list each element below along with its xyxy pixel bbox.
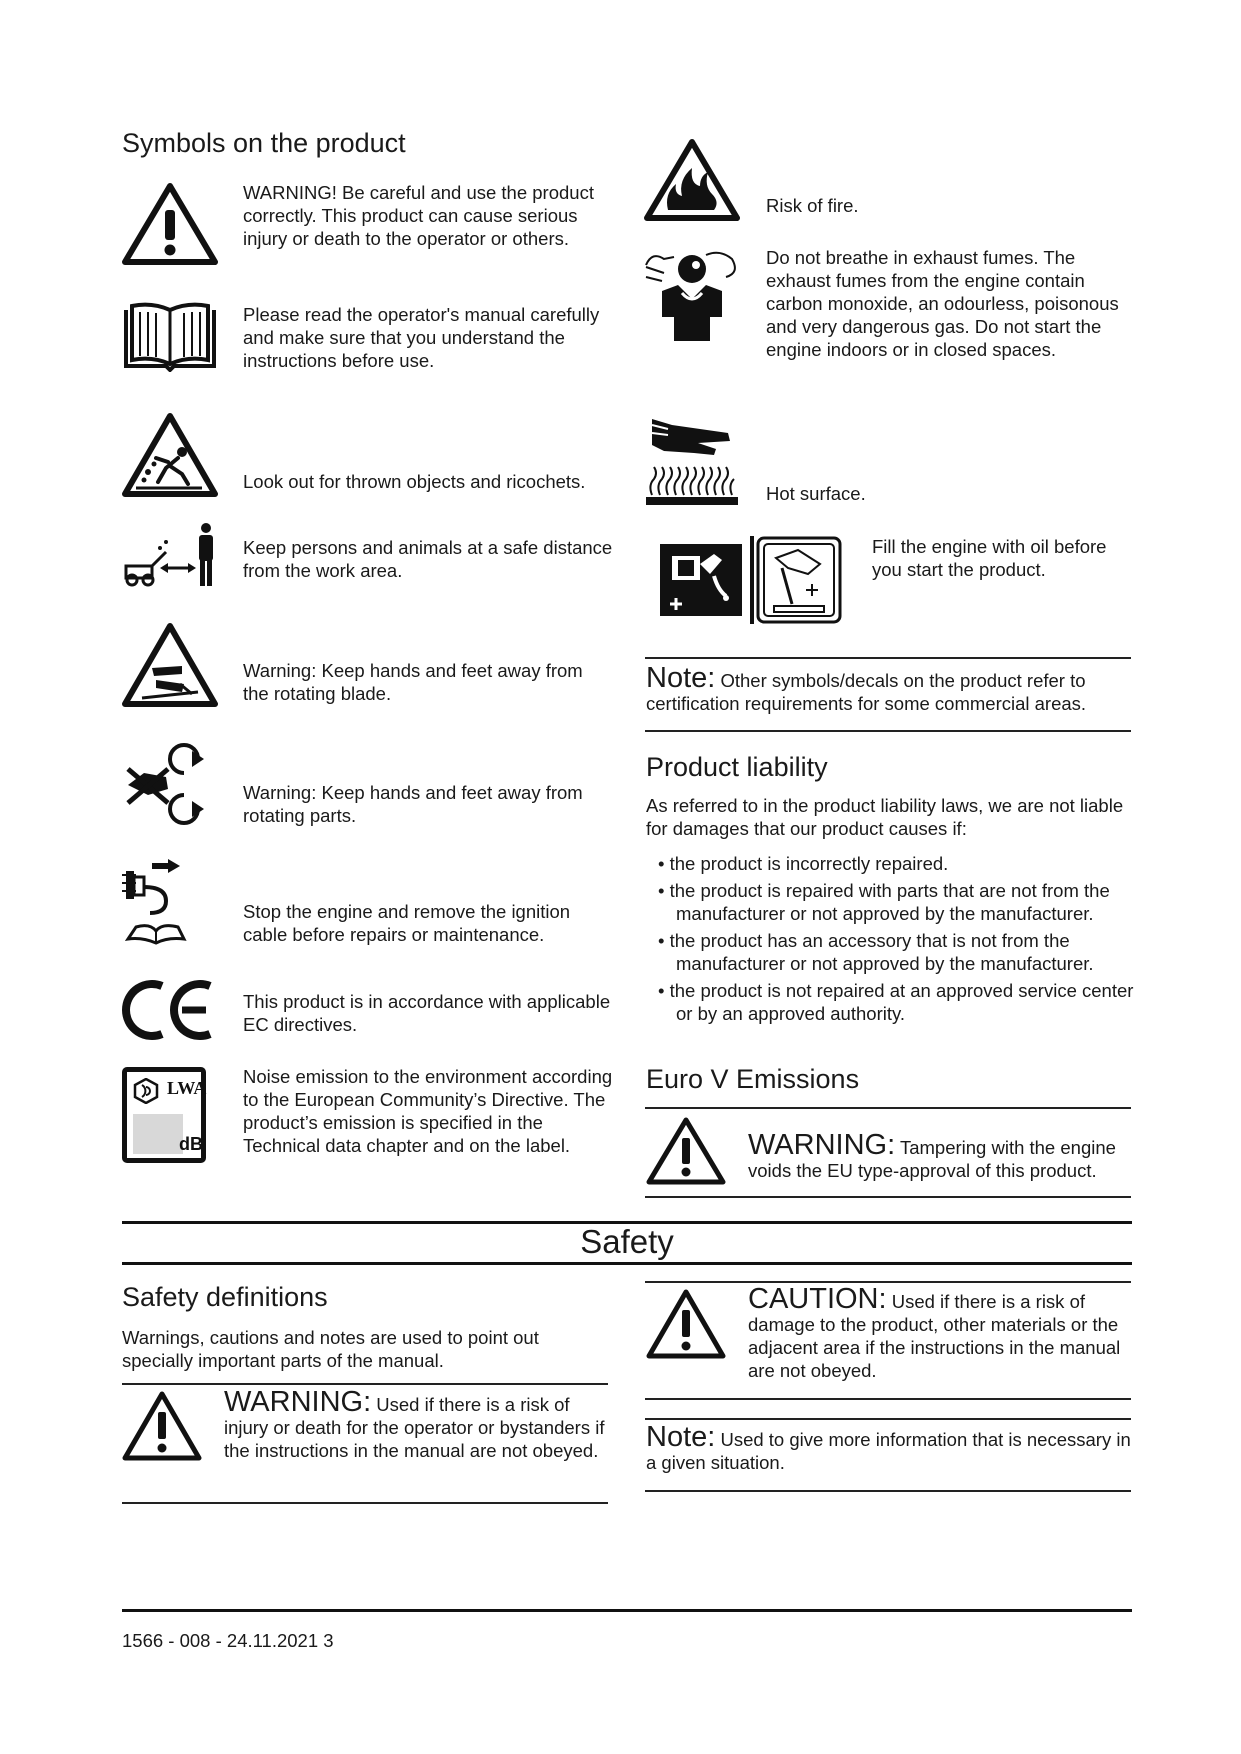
footer-rule: [122, 1609, 1132, 1612]
note1-top-rule: [645, 657, 1131, 659]
symbol-text-rotating-parts: Warning: Keep hands and feet away from rotating parts.: [243, 782, 583, 826]
warning-triangle-icon: [122, 182, 218, 266]
caution-text: Used if there is a risk of damage to the product, other materials or the adjacent area if the instructions in the manual are not obeyed.: [748, 1291, 1121, 1381]
symbol-text-ce: This product is in accordance with applicable EC directives.: [243, 991, 611, 1035]
euro-heading: Euro V Emissions: [646, 1064, 860, 1094]
symbol-text-stop-engine: Stop the engine and remove the ignition cable before repairs or maintenance.: [243, 901, 571, 945]
stop-engine-icon: [122, 857, 188, 953]
symbol-text-rotating-blade: Warning: Keep hands and feet away from the rotating blade.: [243, 660, 583, 704]
liability-list: [646, 852, 1136, 1029]
symbol-text-fire: Risk of fire.: [766, 195, 859, 216]
symbol-text-fill-oil: Fill the engine with oil before you start the product.: [872, 536, 1107, 580]
safety-title: Safety: [580, 1223, 674, 1260]
euro-warning: [748, 1129, 1132, 1182]
fill-oil-icon: [658, 534, 844, 626]
ce-mark-icon: [122, 978, 218, 1042]
note2-top-rule: [645, 1418, 1131, 1420]
safe-distance-icon: [122, 522, 218, 588]
thrown-objects-icon: [122, 412, 218, 498]
euro-warning-text: Tampering with the engine voids the EU type-approval of this product.: [748, 1137, 1116, 1181]
note1-label: Note:: [646, 662, 716, 694]
note2-label: Note:: [646, 1421, 716, 1453]
rotating-parts-icon: [122, 737, 218, 829]
fire-risk-icon: [644, 138, 740, 222]
caution-box-top-rule: [645, 1281, 1131, 1283]
symbol-text-thrown-objects: Look out for thrown objects and ricochets.: [243, 471, 586, 492]
note2-bottom-rule: [645, 1490, 1131, 1492]
caution-label: CAUTION:: [748, 1283, 887, 1315]
caution-icon: [646, 1288, 726, 1360]
warning-box-bottom-rule: [122, 1502, 608, 1504]
note2-text: Used to give more information that is necessary in a given situation.: [646, 1429, 1131, 1473]
definitions-heading: Safety definitions: [122, 1282, 328, 1312]
definitions-text: Warnings, cautions and notes are used to point out specially important parts of the manual.: [122, 1327, 539, 1371]
manual-book-icon: [122, 300, 218, 372]
symbol-text-noise: Noise emission to the environment according to the European Community’s Directive. The product’s emission is specified in the Technical data chapter and on the label.: [243, 1066, 613, 1156]
noise-icon-db-label: dB: [179, 1134, 203, 1154]
euro-top-rule: [645, 1107, 1131, 1109]
liability-item: • the product is repaired with parts that are not from the manufacturer or not approved by the manufacturer.: [646, 879, 1136, 925]
symbol-text-exhaust: Do not breathe in exhaust fumes. The exhaust fumes from the engine contain carbon monoxide, an odourless, poisonous and very dangerous gas. Do not start the engine indoors or in closed spaces.: [766, 247, 1119, 360]
page-footer: 1566 - 008 - 24.11.2021 3: [122, 1630, 334, 1651]
warning-box-top-rule: [122, 1383, 608, 1385]
symbol-text-safe-distance: Keep persons and animals at a safe distance from the work area.: [243, 537, 613, 581]
note-definition: [646, 1421, 1132, 1474]
noise-icon-value-box: [133, 1114, 183, 1154]
liability-item: • the product is not repaired at an approved service center or by an approved authority.: [646, 979, 1136, 1025]
symbol-text-warning: WARNING! Be careful and use the product correctly. This product can cause serious injury or death to the operator or others.: [243, 182, 594, 249]
hot-surface-icon: [644, 415, 740, 507]
warning-definition: [224, 1386, 616, 1462]
liability-intro: As referred to in the product liability laws, we are not liable for damages that our product causes if:: [646, 795, 1124, 839]
liability-item: • the product has an accessory that is not from the manufacturer or not approved by the manufacturer.: [646, 929, 1136, 975]
euro-bottom-rule: [645, 1196, 1131, 1198]
noise-icon-lwa-label: LWA: [167, 1078, 207, 1098]
warning-text: Used if there is a risk of injury or death for the operator or bystanders if the instructions in the manual are not obeyed.: [224, 1394, 605, 1461]
caution-box-bottom-rule: [645, 1398, 1131, 1400]
rotating-blade-icon: [122, 622, 218, 708]
euro-warning-icon: [646, 1116, 726, 1186]
caution-definition: [748, 1283, 1132, 1382]
warning-label: WARNING:: [224, 1386, 372, 1418]
warning-icon: [122, 1390, 202, 1462]
symbols-heading: Symbols on the product: [122, 128, 406, 158]
note1: [646, 662, 1132, 715]
symbol-text-manual: Please read the operator's manual carefully and make sure that you understand the instructions before use.: [243, 304, 600, 371]
noise-emission-icon: [122, 1067, 206, 1163]
exhaust-fumes-icon: [644, 247, 740, 343]
symbol-text-hot-surface: Hot surface.: [766, 483, 866, 504]
euro-warning-label: WARNING:: [748, 1129, 896, 1161]
liability-item: • the product is incorrectly repaired.: [646, 852, 1136, 875]
safety-title-bottom-rule: [122, 1262, 1132, 1265]
note1-bottom-rule: [645, 730, 1131, 732]
liability-heading: Product liability: [646, 752, 828, 782]
note1-text: Other symbols/decals on the product refer to certification requirements for some commercial areas.: [646, 670, 1087, 714]
